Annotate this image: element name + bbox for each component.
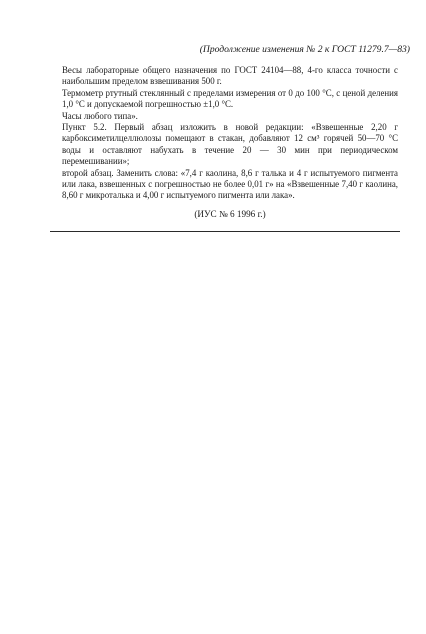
- paragraph-scales: Весы лабораторные общего назначения по ГОСТ 24104—88, 4-го класса точности с наибольшим пределом взвешивания 500 г.: [62, 65, 398, 87]
- source-reference: (ИУС № 6 1996 г.): [194, 209, 266, 219]
- paragraph-clock: Часы любого типа».: [62, 110, 138, 121]
- paragraph-item-5-2: Пункт 5.2. Первый абзац изложить в новой редакции: «Взвешенные 2,20 г карбоксиметилцеллюлозы помещают в стакан, добавляют 12 см³ горячей 50—70 °С воды и оставляют набухать в течение 20 — 30 мин при периодическом перемешивании»;: [62, 122, 398, 167]
- paragraph-thermometer: Термометр ртутный стеклянный с пределами измерения от 0 до 100 °С, с ценой деления 1,0 °С и допускаемой погрешностью ±1,0 °С.: [62, 87, 398, 110]
- continuation-header: (Продолжение изменения № 2 к ГОСТ 11279.7—83): [199, 44, 410, 55]
- bottom-rule: [50, 231, 400, 232]
- amendment-text: [62, 65, 398, 202]
- paragraph-second-paragraph: второй абзац. Заменить слова: «7,4 г каолина, 8,6 г талька и 4 г испытуемого пигмента или лака, взвешенных с погрешностью не более 0,01 г» на «Взвешенные 7,40 г каолина, 8,60 г микроталька и 4,00 г испытуемого пигмента или лака».: [62, 167, 398, 201]
